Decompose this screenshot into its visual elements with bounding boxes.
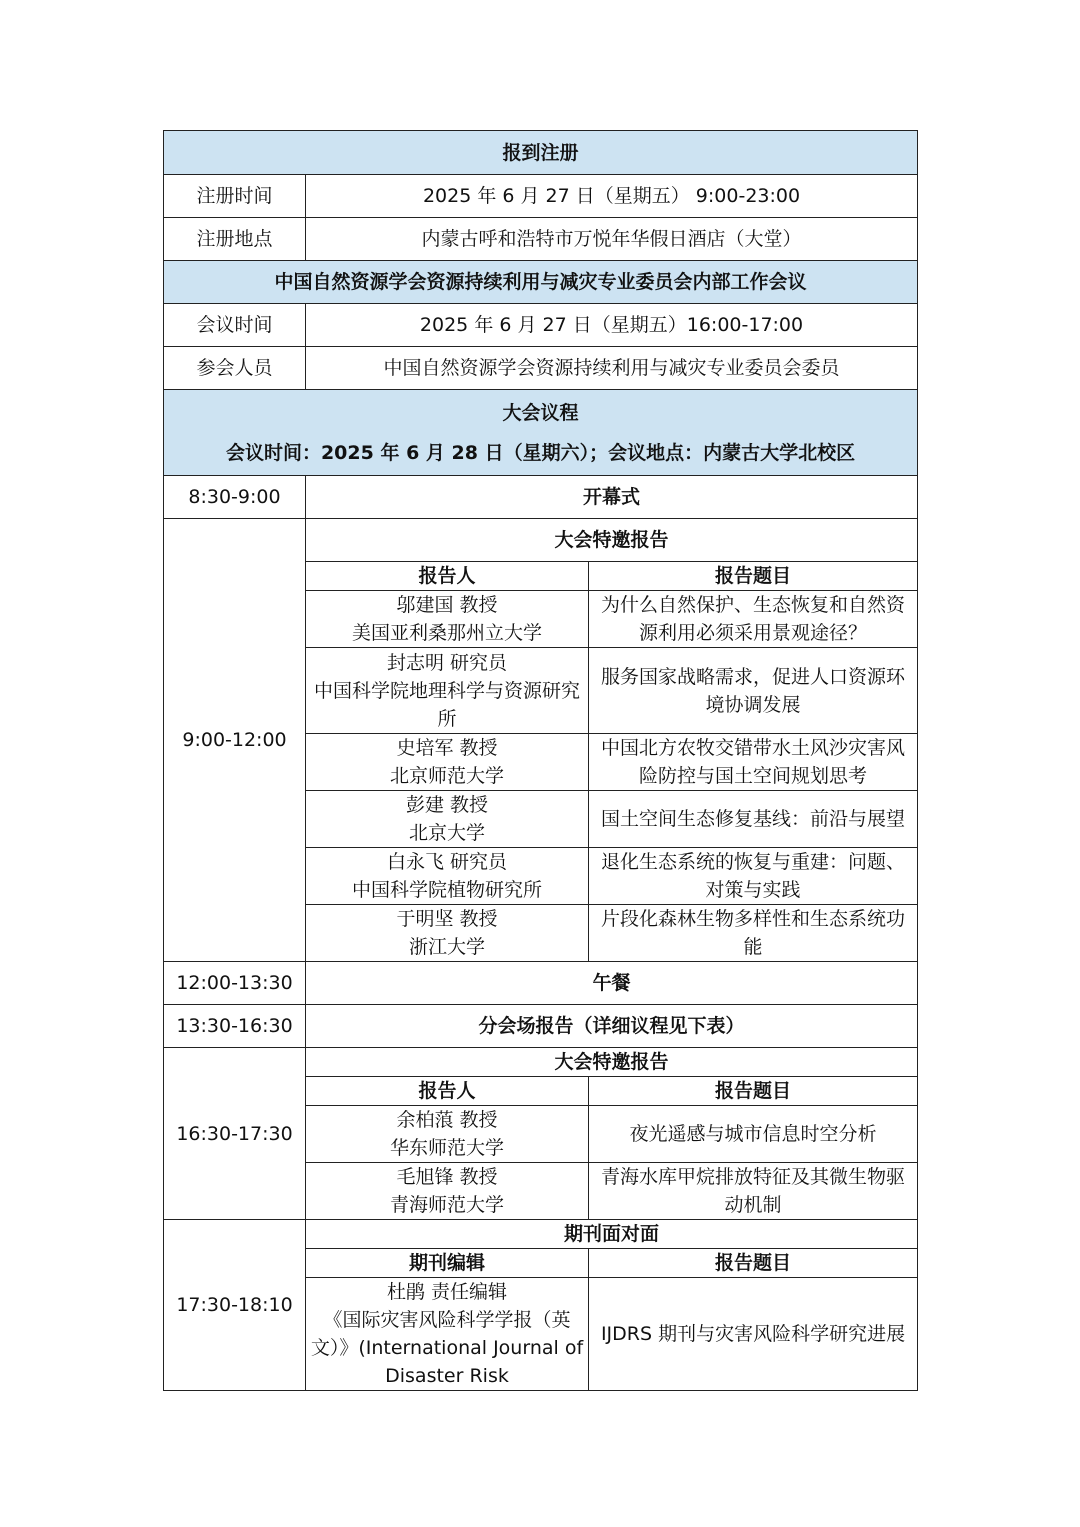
talk-topic: 青海水库甲烷排放特征及其微生物驱动机制	[589, 1163, 918, 1220]
talk-topic: 为什么自然保护、生态恢复和自然资源利用必须采用景观途径？	[589, 591, 918, 648]
speaker-cell	[306, 1163, 589, 1220]
keynote-afternoon-time: 16:30-17:30	[164, 1048, 306, 1220]
speaker-name: 毛旭锋 教授	[396, 1166, 498, 1188]
lunch-time: 12:00-13:30	[164, 962, 306, 1005]
talk-topic: 退化生态系统的恢复与重建：问题、对策与实践	[589, 848, 918, 905]
journal-time: 17:30-18:10	[164, 1220, 306, 1391]
opening-label: 开幕式	[306, 476, 918, 519]
keynote-morning-title: 大会特邀报告	[306, 519, 918, 562]
speaker-cell	[306, 848, 589, 905]
speaker-name: 彭建 教授	[405, 794, 489, 816]
talk-topic: 服务国家战略需求，促进人口资源环境协调发展	[589, 648, 918, 734]
speaker-cell	[306, 591, 589, 648]
registration-header: 报到注册	[164, 131, 918, 175]
speaker-cell	[306, 1106, 589, 1163]
speaker-name: 封志明 研究员	[386, 651, 508, 674]
keynote-morning-time: 9:00-12:00	[164, 519, 306, 962]
journal-name: 《国际灾害风险科学学报（英文）》(International Journal of Disaster Risk	[310, 1309, 584, 1387]
registration-place-label: 注册地点	[164, 218, 306, 261]
keynote-morning-col-topic: 报告题目	[589, 562, 918, 591]
editor-cell	[306, 1278, 589, 1391]
keynote-afternoon-col-speaker: 报告人	[306, 1077, 589, 1106]
agenda-title: 大会议程	[502, 401, 579, 424]
internal-meeting-attendees-label: 参会人员	[164, 347, 306, 390]
parallel-label: 分会场报告（详细议程见下表）	[306, 1005, 918, 1048]
registration-time-value: 2025 年 6 月 27 日（星期五） 9:00-23:00	[306, 175, 918, 218]
speaker-affiliation: 青海师范大学	[389, 1194, 504, 1216]
editor-name: 杜鹃 责任编辑	[386, 1281, 508, 1303]
internal-meeting-time-value: 2025 年 6 月 27 日（星期五）16:00-17:00	[306, 304, 918, 347]
speaker-name: 于明坚 教授	[396, 908, 498, 930]
internal-meeting-header: 中国自然资源学会资源持续利用与减灾专业委员会内部工作会议	[164, 261, 918, 304]
parallel-time: 13:30-16:30	[164, 1005, 306, 1048]
speaker-name: 白永飞 研究员	[386, 851, 508, 873]
speaker-affiliation: 华东师范大学	[389, 1137, 504, 1159]
keynote-afternoon-title: 大会特邀报告	[306, 1048, 918, 1077]
talk-topic: 片段化森林生物多样性和生态系统功能	[589, 905, 918, 962]
speaker-affiliation: 中国科学院植物研究所	[351, 879, 542, 901]
speaker-affiliation: 美国亚利桑那州立大学	[351, 622, 542, 644]
speaker-cell	[306, 791, 589, 848]
registration-place-value: 内蒙古呼和浩特市万悦年华假日酒店（大堂）	[306, 218, 918, 261]
registration-time-label: 注册时间	[164, 175, 306, 218]
speaker-cell	[306, 648, 589, 734]
speaker-affiliation: 中国科学院地理科学与资源研究所	[313, 679, 580, 730]
speaker-cell	[306, 905, 589, 962]
conference-schedule-table	[163, 130, 918, 1391]
speaker-name: 史培军 教授	[396, 737, 498, 759]
keynote-morning-col-speaker: 报告人	[306, 562, 589, 591]
speaker-affiliation: 北京师范大学	[389, 765, 504, 787]
speaker-affiliation: 北京大学	[408, 822, 485, 844]
talk-topic: 夜光遥感与城市信息时空分析	[589, 1106, 918, 1163]
lunch-label: 午餐	[306, 962, 918, 1005]
agenda-header	[164, 390, 918, 476]
journal-title: 期刊面对面	[306, 1220, 918, 1249]
talk-topic: 国土空间生态修复基线：前沿与展望	[589, 791, 918, 848]
journal-col-editor: 期刊编辑	[306, 1249, 589, 1278]
speaker-affiliation: 浙江大学	[408, 936, 485, 958]
journal-talk-topic: IJDRS 期刊与灾害风险科学研究进展	[589, 1278, 918, 1391]
talk-topic: 中国北方农牧交错带水土风沙灾害风险防控与国土空间规划思考	[589, 734, 918, 791]
keynote-afternoon-col-topic: 报告题目	[589, 1077, 918, 1106]
speaker-name: 邬建国 教授	[396, 594, 498, 616]
internal-meeting-attendees-value: 中国自然资源学会资源持续利用与减灾专业委员会委员	[306, 347, 918, 390]
journal-col-topic: 报告题目	[589, 1249, 918, 1278]
internal-meeting-time-label: 会议时间	[164, 304, 306, 347]
speaker-cell	[306, 734, 589, 791]
agenda-subtitle: 会议时间：2025 年 6 月 28 日（星期六）；会议地点：内蒙古大学北校区	[225, 441, 856, 464]
speaker-name: 余柏蒗 教授	[396, 1109, 498, 1131]
opening-time: 8:30-9:00	[164, 476, 306, 519]
